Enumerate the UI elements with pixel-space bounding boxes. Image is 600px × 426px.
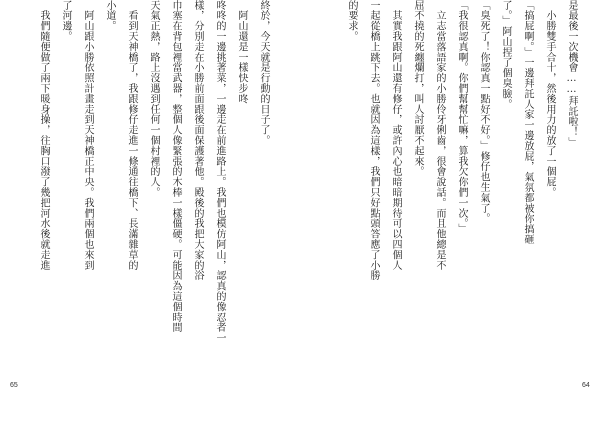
text-column: 一起從橋上跳下去。也就因為這樣，我們只好點頭答應了小勝 (368, 0, 379, 281)
text-column: 屈不撓的死纏爛打，叫人討厭不起來。 (412, 0, 423, 177)
page-number: 65 (10, 382, 18, 389)
text-column: 「我很認真啊。你們幫幫忙嘛，算我欠你們一次。」 (456, 0, 467, 235)
text-column: 小道。 (104, 0, 115, 32)
text-column: 了河邊。 (60, 0, 71, 42)
text-column: 看到天神橋了，我跟修仔走進一條通往橋下、長滿雜草的 (126, 0, 137, 271)
text-column: 我們隨便做了兩下暖身操，往胸口潑了幾把河水後就走進 (38, 0, 49, 271)
text-column: 立志當落語家的小勝伶牙俐齒，很會說話。而且他總是不 (434, 0, 445, 271)
text-column: 咚咚的一邊挑著菜，一邊走在前進路上。我們也模仿阿山，認真的像忍者一 (214, 0, 225, 344)
text-column: 阿山跟小勝依照計畫走到天神橋正中央。我們兩個也來到 (82, 0, 93, 271)
text-column: 「搞屁啊。」一邊拜託人家一邊放屁，氣氛都被你搞砸 (522, 0, 533, 245)
text-column: 其實我跟阿山還有修仔，或許內心也暗暗期待可以四個人 (390, 0, 401, 271)
text-column: 的要求。 (346, 0, 357, 42)
text-column: 樣，分別走在小勝前面跟後面保護著他。殿後的我把大家的浴 (192, 0, 203, 281)
text-column: 了。」阿山捏了個臭臉。 (500, 0, 511, 110)
text-column: 小勝雙手合十，然後用力的放了一個屁。 (544, 0, 555, 198)
right-page (300, 0, 600, 426)
page-number: 64 (582, 382, 590, 389)
text-column: 「臭死了！你認真一點好不好。」修仔也生氣了。 (478, 0, 489, 224)
text-column: 終於，今天就是行動的日子了。 (258, 0, 269, 146)
text-column: 阿山還是一樣快步咚 (236, 0, 247, 104)
text-column: 巾塞在背包裡當武器，整個人像緊張的木棒一樣僵硬。可能因為這個時間 (170, 0, 181, 333)
text-column: 天氣正熱，路上沒遇到任何一個村裡的人。 (148, 0, 159, 198)
text-column: 是最後一次機會……拜託啦！」 (566, 0, 577, 148)
